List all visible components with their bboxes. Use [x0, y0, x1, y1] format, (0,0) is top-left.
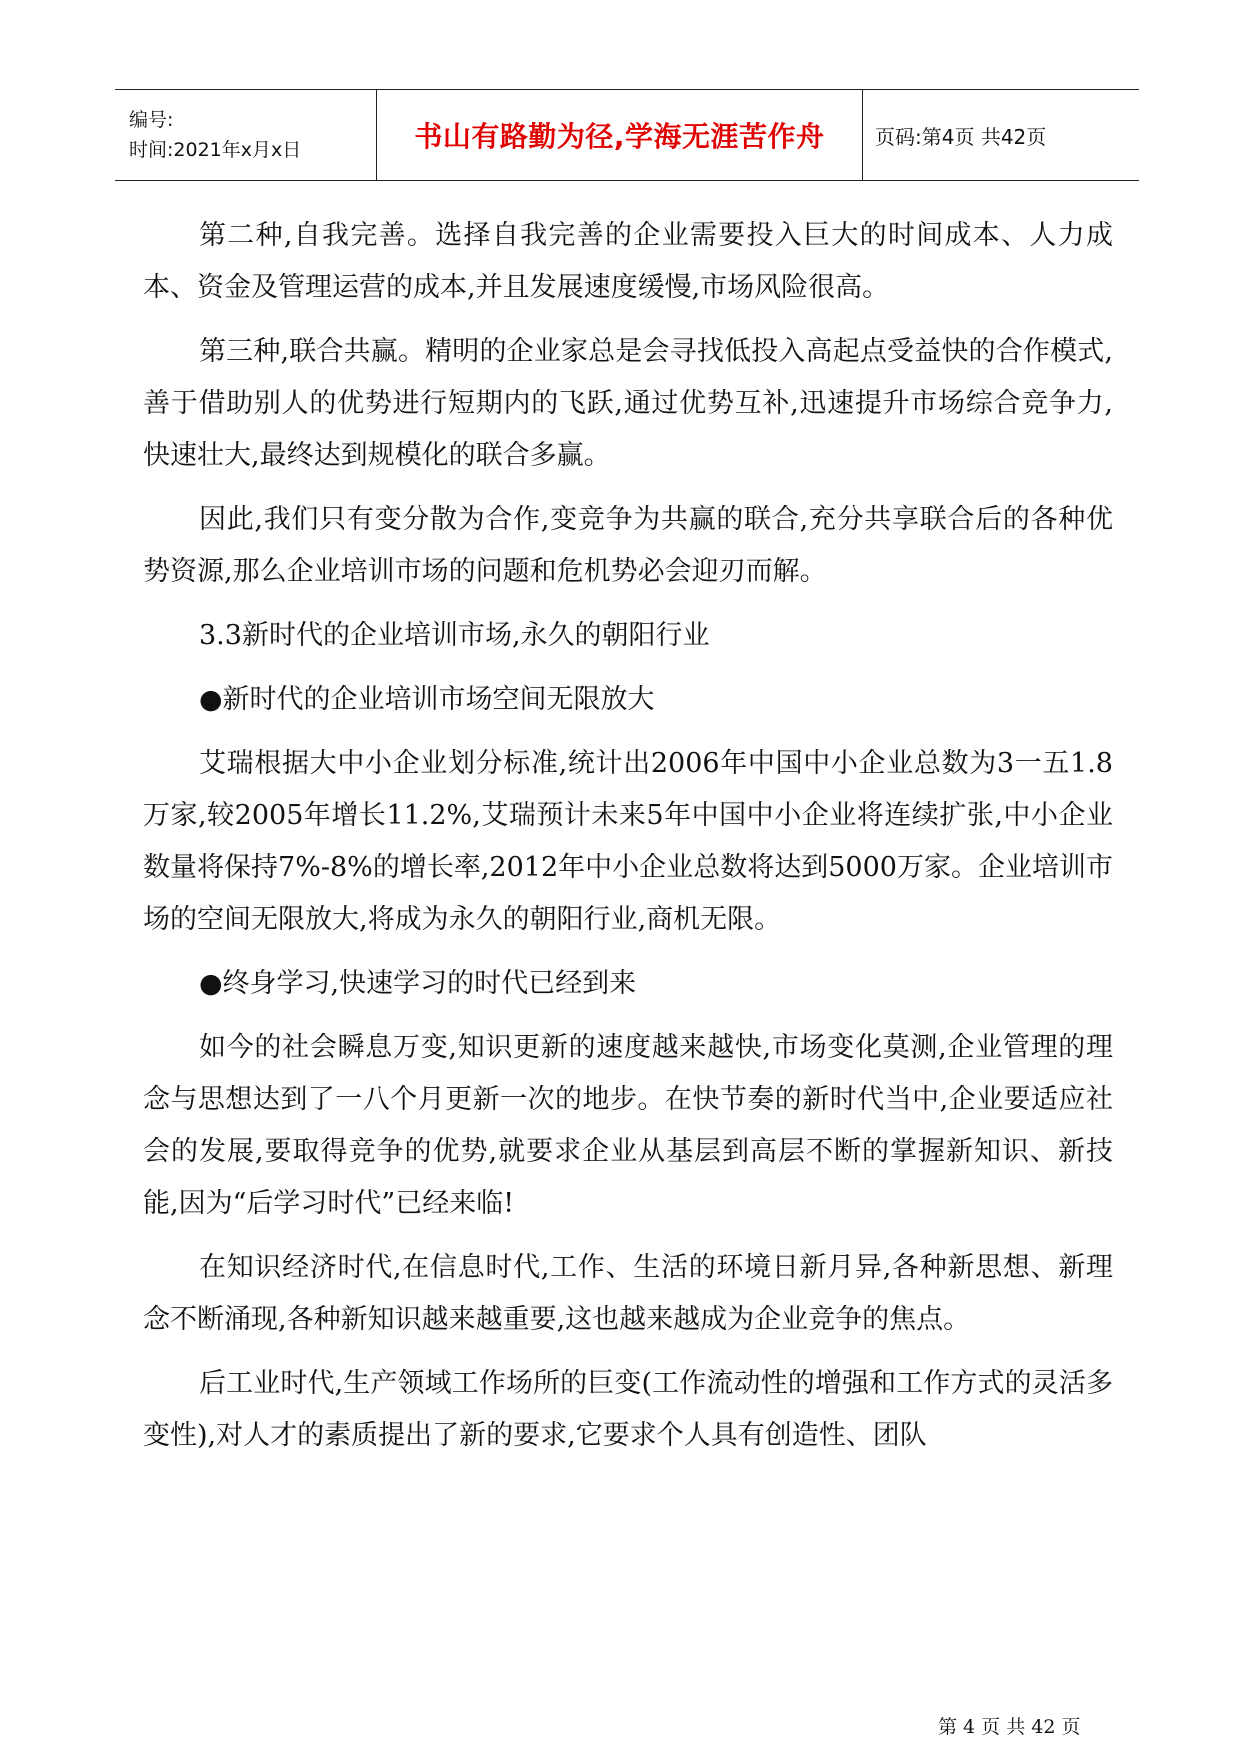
paragraph: 因此,我们只有变分散为合作,变竞争为共赢的联合,充分共享联合后的各种优势资源,那么企业培训市场的问题和危机势必会迎刃而解。 [143, 504, 1113, 587]
page-footer: 第 4 页 共 42 页 [938, 1716, 1081, 1738]
paragraph: 在知识经济时代,在信息时代,工作、生活的环境日新月异,各种新思想、新理念不断涌现,各种新知识越来越重要,这也越来越成为企业竞争的焦点。 [143, 1252, 1113, 1335]
page-header [115, 89, 1139, 181]
paragraph: 后工业时代,生产领域工作场所的巨变(工作流动性的增强和工作方式的灵活多变性),对人才的素质提出了新的要求,它要求个人具有创造性、团队 [143, 1368, 1113, 1451]
paragraph: 艾瑞根据大中小企业划分标准,统计出2006年中国中小企业总数为3一五1.8万家,较2005年增长11.2%,艾瑞预计未来5年中国中小企业将连续扩张,中小企业数量将保持7%-8%的增长率,2012年中小企业总数将达到5000万家。企业培训市场的空间无限放大,将成为永久的朝阳行业,商机无限。 [143, 748, 1113, 935]
paragraph: 第三种,联合共赢。精明的企业家总是会寻找低投入高起点受益快的合作模式,善于借助别人的优势进行短期内的飞跃,通过优势互补,迅速提升市场综合竞争力,快速壮大,最终达到规模化的联合多赢。 [143, 336, 1113, 471]
time-label: 时间:2021年x月x日 [129, 139, 302, 161]
bullet-heading: ●新时代的企业培训市场空间无限放大 [199, 684, 655, 715]
header-meta [115, 90, 377, 180]
bullet-heading: ●终身学习,快速学习的时代已经到来 [199, 968, 637, 999]
paragraph: 如今的社会瞬息万变,知识更新的速度越来越快,市场变化莫测,企业管理的理念与思想达到了一八个月更新一次的地步。在快节奏的新时代当中,企业要适应社会的发展,要取得竞争的优势,就要求企业从基层到高层不断的掌握新知识、新技能,因为“后学习时代”已经来临! [143, 1032, 1113, 1219]
header-page-code [863, 90, 1139, 180]
number-label: 编号: [129, 109, 174, 131]
body-text [143, 210, 1113, 1474]
section-heading: 3.3新时代的企业培训市场,永久的朝阳行业 [199, 620, 710, 651]
page-code-text: 页码:第4页 共42页 [875, 124, 1047, 149]
paragraph: 第二种,自我完善。选择自我完善的企业需要投入巨大的时间成本、人力成本、资金及管理运营的成本,并且发展速度缓慢,市场风险很高。 [143, 220, 1113, 303]
header-motto-cell [377, 90, 863, 180]
motto-text: 书山有路勤为径,学海无涯苦作舟 [414, 120, 825, 153]
